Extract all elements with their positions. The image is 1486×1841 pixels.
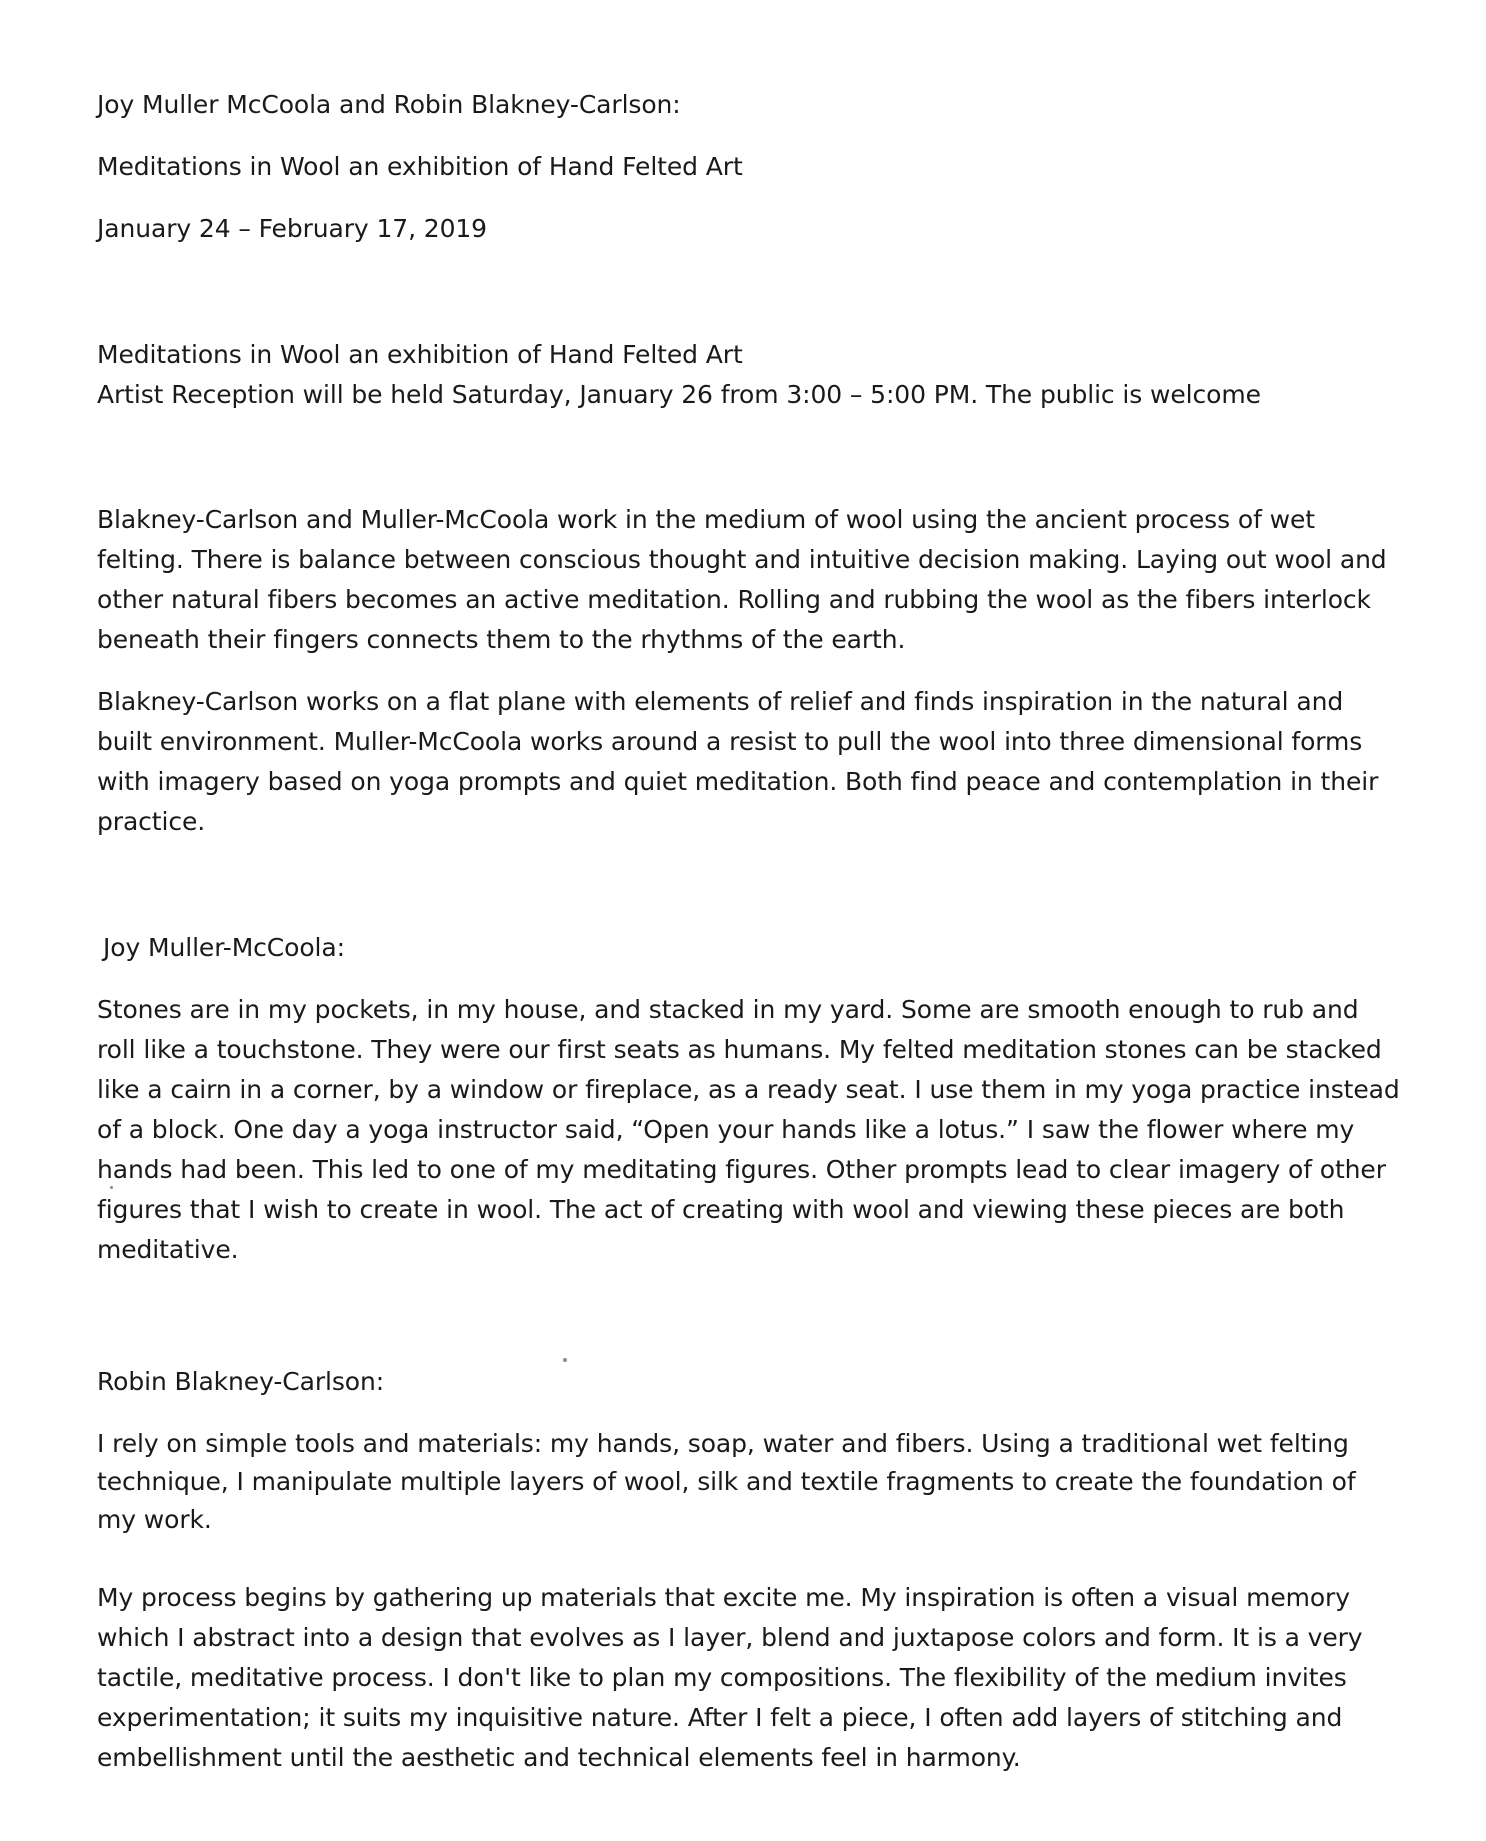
text-line: my work. <box>97 1505 212 1534</box>
announcement-title: Meditations in Wool an exhibition of Hand Felted Art <box>97 340 743 369</box>
text-line: embellishment until the aesthetic and technical elements feel in harmony. <box>97 1743 1021 1772</box>
text-line: Blakney-Carlson works on a flat plane with elements of relief and finds inspiration in the natural and <box>97 687 1344 716</box>
text-line: of a block. One day a yoga instructor said, “Open your hands like a lotus.” I saw the flower where my <box>97 1115 1355 1144</box>
text-line: like a cairn in a corner, by a window or fireplace, as a ready seat. I use them in my yoga practice instead <box>97 1075 1400 1104</box>
scan-speck <box>563 1358 567 1362</box>
text-line: meditative. <box>97 1235 239 1264</box>
text-line: built environment. Muller-McCoola works around a resist to pull the wool into three dimensional forms <box>97 727 1363 756</box>
scan-speck <box>110 1186 113 1189</box>
text-line: I rely on simple tools and materials: my hands, soap, water and fibers. Using a traditional wet felting <box>97 1429 1349 1458</box>
text-line: practice. <box>97 807 206 836</box>
exhibition-title: Meditations in Wool an exhibition of Hand Felted Art <box>97 152 743 181</box>
text-line: figures that I wish to create in wool. The act of creating with wool and viewing these pieces are both <box>97 1195 1345 1224</box>
text-line: My process begins by gathering up materials that excite me. My inspiration is often a visual memory <box>97 1583 1350 1612</box>
exhibition-dates: January 24 – February 17, 2019 <box>97 214 487 243</box>
text-line: Blakney-Carlson and Muller-McCoola work in the medium of wool using the ancient process of wet <box>97 505 1315 534</box>
text-line: beneath their fingers connects them to the rhythms of the earth. <box>97 625 906 654</box>
reception-info: Artist Reception will be held Saturday, January 26 from 3:00 – 5:00 PM. The public is welcome <box>97 380 1261 409</box>
robin-heading: Robin Blakney-Carlson: <box>97 1367 385 1396</box>
text-line: technique, I manipulate multiple layers of wool, silk and textile fragments to create the foundation of <box>97 1467 1356 1496</box>
text-line: tactile, meditative process. I don't like to plan my compositions. The flexibility of the medium invites <box>97 1663 1347 1692</box>
text-line: which I abstract into a design that evolves as I layer, blend and juxtapose colors and form. It is a very <box>97 1623 1363 1652</box>
text-line: with imagery based on yoga prompts and quiet meditation. Both find peace and contemplation in their <box>97 767 1379 796</box>
text-line: roll like a touchstone. They were our first seats as humans. My felted meditation stones can be stacked <box>97 1035 1382 1064</box>
text-line: experimentation; it suits my inquisitive nature. After I felt a piece, I often add layers of stitching and <box>97 1703 1343 1732</box>
text-line: hands had been. This led to one of my meditating figures. Other prompts lead to clear imagery of other <box>97 1155 1386 1184</box>
joy-heading: Joy Muller-McCoola: <box>103 933 345 962</box>
text-line: Stones are in my pockets, in my house, and stacked in my yard. Some are smooth enough to rub and <box>97 995 1359 1024</box>
artists-line: Joy Muller McCoola and Robin Blakney-Carlson: <box>97 90 681 119</box>
text-line: felting. There is balance between conscious thought and intuitive decision making. Laying out wool and <box>97 545 1387 574</box>
text-line: other natural fibers becomes an active meditation. Rolling and rubbing the wool as the fibers interlock <box>97 585 1371 614</box>
